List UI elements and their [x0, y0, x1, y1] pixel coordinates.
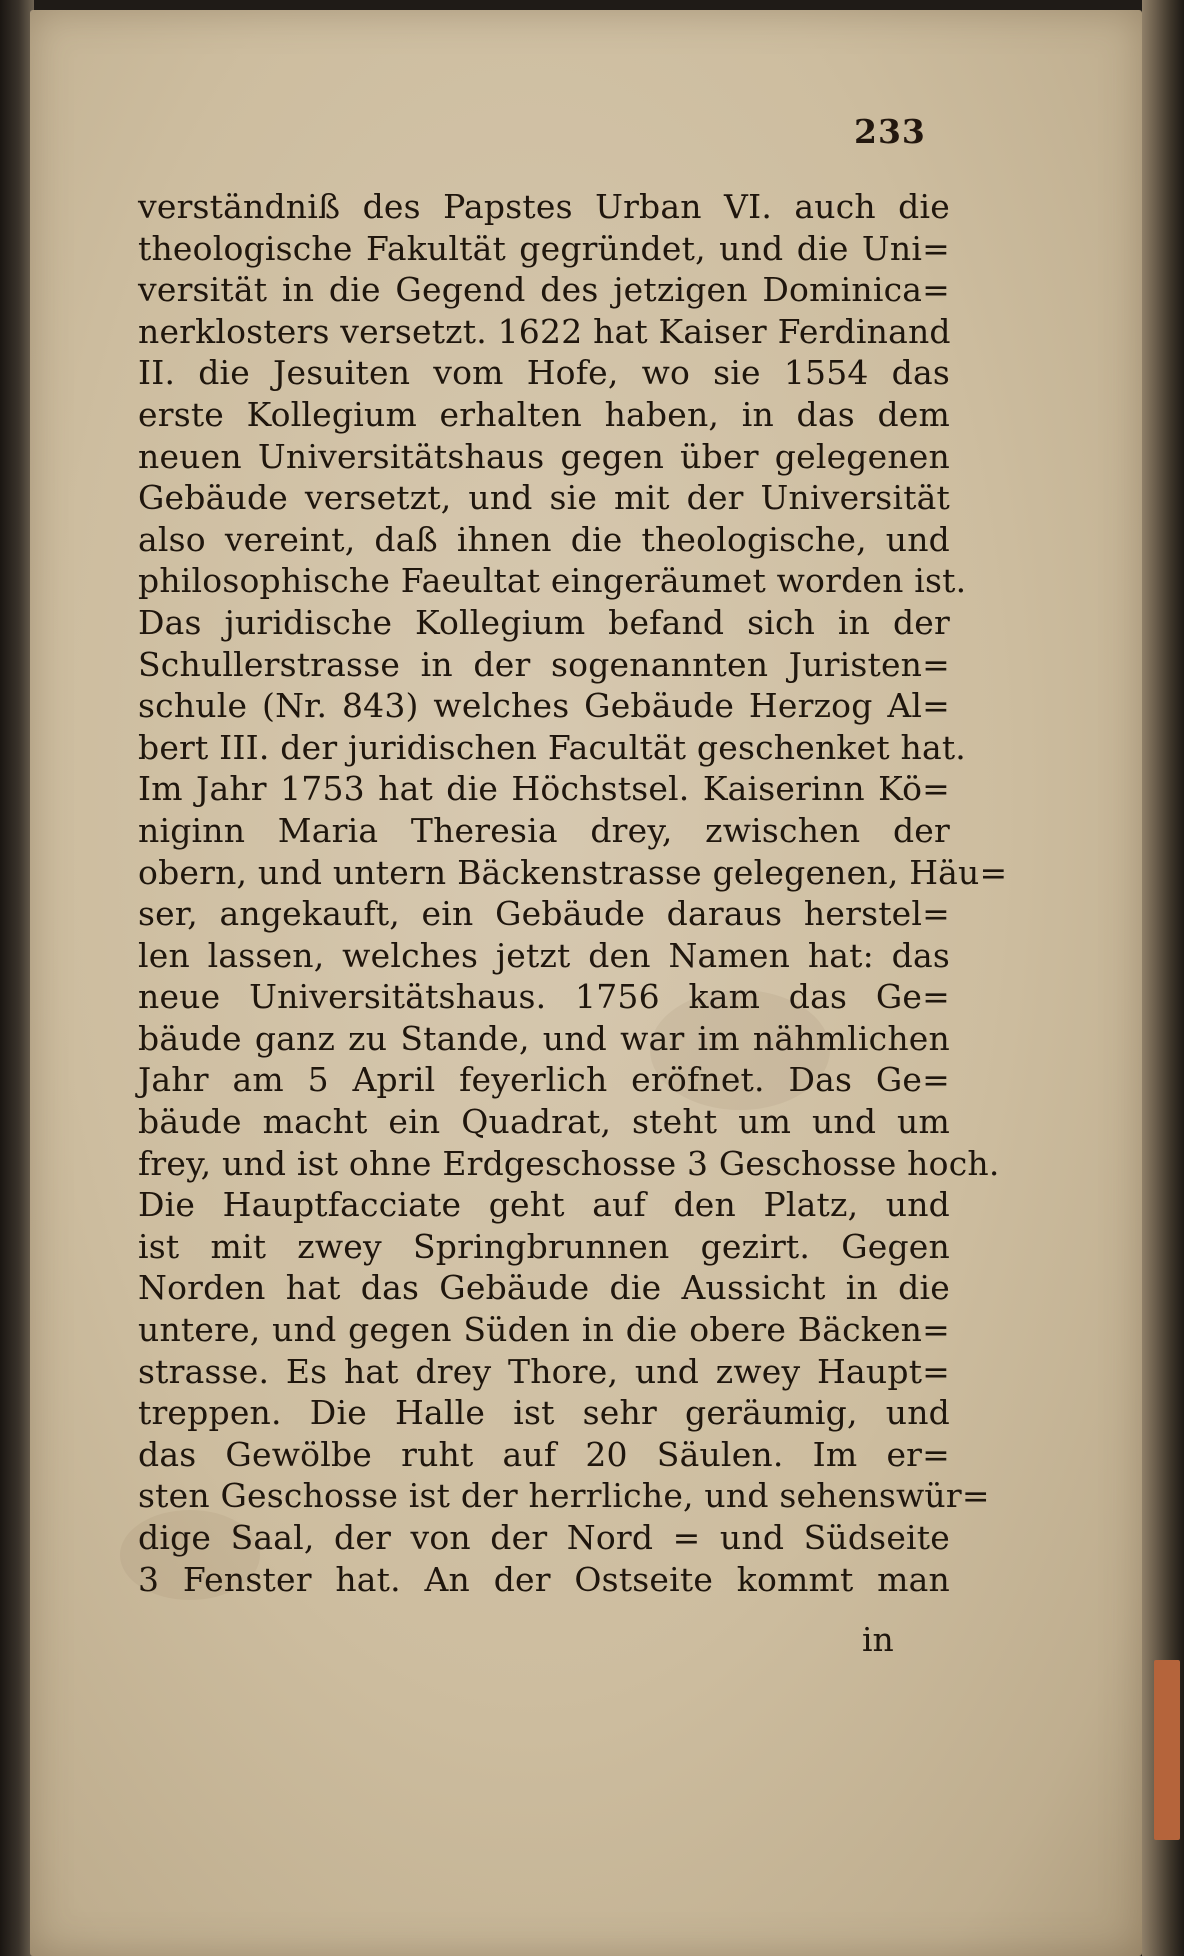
text-line: dige Saal, der von der Nord = und Südseite	[138, 1518, 950, 1557]
text-line: Schullerstrasse in der sogenannten Juristen=	[138, 644, 950, 684]
text-line: len lassen, welches jetzt den Namen hat: das	[138, 935, 950, 975]
text-line: sten Geschosse ist der herrliche, und sehenswür=	[138, 1476, 990, 1516]
text-line: neue Universitätshaus. 1756 kam das Ge=	[138, 977, 950, 1017]
text-line: philosophische Faeultat eingeräumet worden ist.	[138, 561, 967, 601]
body-text	[138, 186, 1008, 1600]
text-line: treppen. Die Halle ist sehr geräumig, und	[138, 1393, 950, 1433]
text-line: versität in die Gegend des jetzigen Dominica=	[138, 270, 950, 310]
text-line: Im Jahr 1753 hat die Höchstsel. Kaiserinn Kö=	[138, 769, 950, 809]
text-line: obern, und untern Bäckenstrasse gelegenen, Häu=	[138, 852, 1008, 892]
text-line: bäude ganz zu Stande, und war im nähmlichen	[138, 1018, 950, 1058]
text-line: frey, und ist ohne Erdgeschosse 3 Geschosse hoch.	[138, 1143, 1000, 1183]
bookmark-tab	[1154, 1660, 1180, 1840]
text-line: strasse. Es hat drey Thore, und zwey Haupt=	[138, 1351, 950, 1391]
text-line: ist mit zwey Springbrunnen gezirt. Gegen	[138, 1226, 950, 1266]
book-page	[30, 10, 1142, 1956]
text-line: theologische Fakultät gegründet, und die Uni=	[138, 228, 950, 268]
text-line: Die Hauptfacciate geht auf den Platz, und	[138, 1185, 950, 1225]
text-line: II. die Jesuiten vom Hofe, wo sie 1554 das	[138, 353, 950, 393]
text-line: ser, angekauft, ein Gebäude daraus herstel=	[138, 894, 950, 934]
text-line: das Gewölbe ruht auf 20 Säulen. Im er=	[138, 1434, 950, 1474]
text-line: bäude macht ein Quadrat, steht um und um	[138, 1102, 950, 1142]
text-line: verständniß des Papstes Urban VI. auch die	[138, 187, 950, 226]
text-line: erste Kollegium erhalten haben, in das dem	[138, 394, 950, 434]
text-line: untere, und gegen Süden in die obere Bäcken=	[138, 1310, 950, 1350]
text-line: schule (Nr. 843) welches Gebäude Herzog Al=	[138, 686, 950, 726]
left-binding-edge	[0, 0, 34, 1956]
page-number: 233	[854, 112, 926, 151]
text-line: bert III. der juridischen Facultät geschenket hat.	[138, 727, 966, 767]
text-line: niginn Maria Theresia drey, zwischen der	[138, 810, 950, 850]
text-line: 3 Fenster hat. An der Ostseite kommt man	[138, 1559, 950, 1599]
text-line: nerklosters versetzt. 1622 hat Kaiser Ferdinand	[138, 311, 951, 351]
text-line: neuen Universitätshaus gegen über gelegenen	[138, 436, 950, 476]
catchword: in	[862, 1620, 894, 1659]
text-line: Norden hat das Gebäude die Aussicht in die	[138, 1268, 950, 1308]
text-line: Jahr am 5 April feyerlich eröfnet. Das Ge=	[138, 1060, 950, 1100]
text-line: Gebäude versetzt, und sie mit der Universität	[138, 478, 950, 518]
text-line: Das juridische Kollegium befand sich in der	[138, 602, 950, 642]
text-line: also vereint, daß ihnen die theologische, und	[138, 519, 950, 559]
